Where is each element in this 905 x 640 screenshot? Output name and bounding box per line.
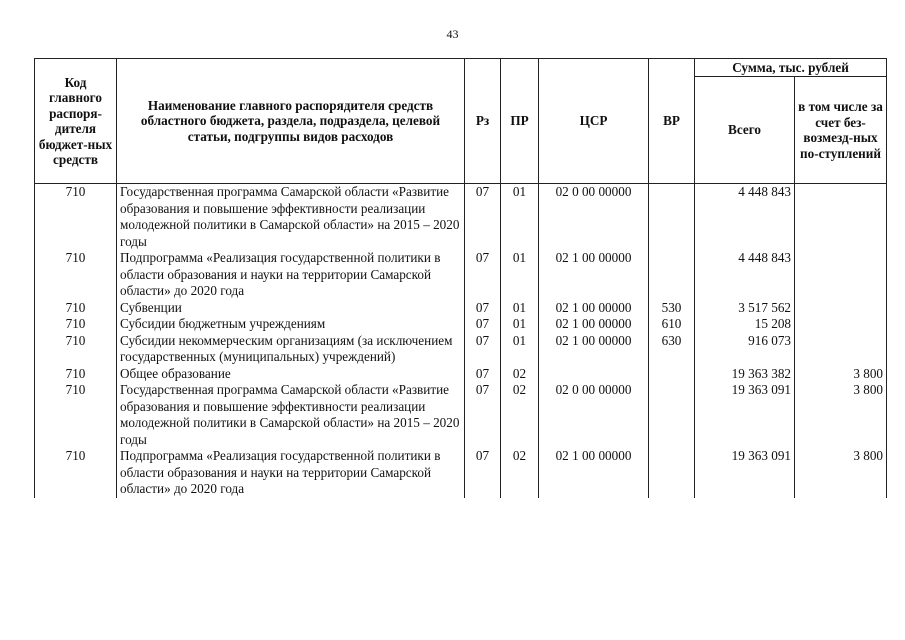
cell-name: Государственная программа Самарской области «Развитие образования и повышение эффективности реализации молодежной политики в Самарской области» на 2015 – 2020 годы — [117, 184, 465, 251]
cell-total: 3 517 562 — [695, 300, 795, 317]
cell-csr: 02 1 00 00000 — [539, 300, 649, 317]
header-code: Код главного распоря-дителя бюджет-ных средств — [35, 59, 117, 184]
page-number: 43 — [446, 27, 459, 41]
header-csr: ЦСР — [539, 59, 649, 184]
cell-csr: 02 1 00 00000 — [539, 333, 649, 366]
cell-total: 19 363 091 — [695, 448, 795, 498]
cell-csr: 02 1 00 00000 — [539, 250, 649, 300]
cell-total: 916 073 — [695, 333, 795, 366]
cell-including: 3 800 — [795, 366, 887, 383]
cell-total: 4 448 843 — [695, 184, 795, 251]
cell-code: 710 — [35, 316, 117, 333]
cell-pr: 01 — [501, 184, 539, 251]
cell-vr — [649, 448, 695, 498]
cell-total: 19 363 382 — [695, 366, 795, 383]
table-body — [35, 184, 887, 498]
cell-including: 3 800 — [795, 448, 887, 498]
header-name: Наименование главного распорядителя средств областного бюджета, раздела, подраздела, целевой статьи, подгруппы видов расходов — [117, 59, 465, 184]
cell-including — [795, 300, 887, 317]
cell-rz: 07 — [465, 382, 501, 448]
cell-vr — [649, 250, 695, 300]
header-rz: Рз — [465, 59, 501, 184]
cell-including — [795, 316, 887, 333]
cell-rz: 07 — [465, 184, 501, 251]
cell-rz: 07 — [465, 333, 501, 366]
cell-including — [795, 184, 887, 251]
table-header — [35, 59, 887, 184]
header-total: Всего — [695, 77, 795, 184]
header-vr: ВР — [649, 59, 695, 184]
cell-rz: 07 — [465, 300, 501, 317]
cell-code: 710 — [35, 448, 117, 498]
cell-rz: 07 — [465, 366, 501, 383]
cell-name: Субсидии бюджетным учреждениям — [117, 316, 465, 333]
cell-name: Государственная программа Самарской области «Развитие образования и повышение эффективности реализации молодежной политики в Самарской области» на 2015 – 2020 годы — [117, 382, 465, 448]
cell-csr: 02 0 00 00000 — [539, 184, 649, 251]
table-row — [35, 366, 887, 383]
cell-code: 710 — [35, 250, 117, 300]
cell-total: 19 363 091 — [695, 382, 795, 448]
cell-including — [795, 250, 887, 300]
cell-including: 3 800 — [795, 382, 887, 448]
header-pr: ПР — [501, 59, 539, 184]
table-row — [35, 316, 887, 333]
cell-code: 710 — [35, 184, 117, 251]
cell-pr: 01 — [501, 250, 539, 300]
cell-csr — [539, 366, 649, 383]
cell-name: Субвенции — [117, 300, 465, 317]
cell-code: 710 — [35, 333, 117, 366]
cell-rz: 07 — [465, 250, 501, 300]
table-row — [35, 333, 887, 366]
header-sum-group: Сумма, тыс. рублей — [695, 59, 887, 77]
cell-code: 710 — [35, 382, 117, 448]
header-including: в том числе за счет без-возмезд-ных по-ступлений — [795, 77, 887, 184]
cell-total: 15 208 — [695, 316, 795, 333]
cell-pr: 01 — [501, 300, 539, 317]
cell-name: Подпрограмма «Реализация государственной политики в области образования и науки на территории Самарской области» до 2020 года — [117, 448, 465, 498]
cell-vr: 530 — [649, 300, 695, 317]
cell-pr: 01 — [501, 316, 539, 333]
table-row — [35, 448, 887, 498]
cell-code: 710 — [35, 366, 117, 383]
cell-csr: 02 1 00 00000 — [539, 316, 649, 333]
cell-rz: 07 — [465, 448, 501, 498]
cell-vr: 610 — [649, 316, 695, 333]
cell-vr — [649, 382, 695, 448]
cell-pr: 01 — [501, 333, 539, 366]
cell-csr: 02 1 00 00000 — [539, 448, 649, 498]
table-row — [35, 184, 887, 251]
cell-rz: 07 — [465, 316, 501, 333]
cell-pr: 02 — [501, 382, 539, 448]
cell-total: 4 448 843 — [695, 250, 795, 300]
cell-vr — [649, 366, 695, 383]
cell-csr: 02 0 00 00000 — [539, 382, 649, 448]
table-row — [35, 300, 887, 317]
cell-vr: 630 — [649, 333, 695, 366]
cell-vr — [649, 184, 695, 251]
budget-table — [34, 58, 887, 498]
cell-including — [795, 333, 887, 366]
cell-pr: 02 — [501, 366, 539, 383]
cell-name: Субсидии некоммерческим организациям (за исключением государственных (муниципальных) учреждений) — [117, 333, 465, 366]
cell-name: Подпрограмма «Реализация государственной политики в области образования и науки на территории Самарской области» до 2020 года — [117, 250, 465, 300]
cell-code: 710 — [35, 300, 117, 317]
table-row — [35, 250, 887, 300]
cell-pr: 02 — [501, 448, 539, 498]
cell-name: Общее образование — [117, 366, 465, 383]
table-row — [35, 382, 887, 448]
